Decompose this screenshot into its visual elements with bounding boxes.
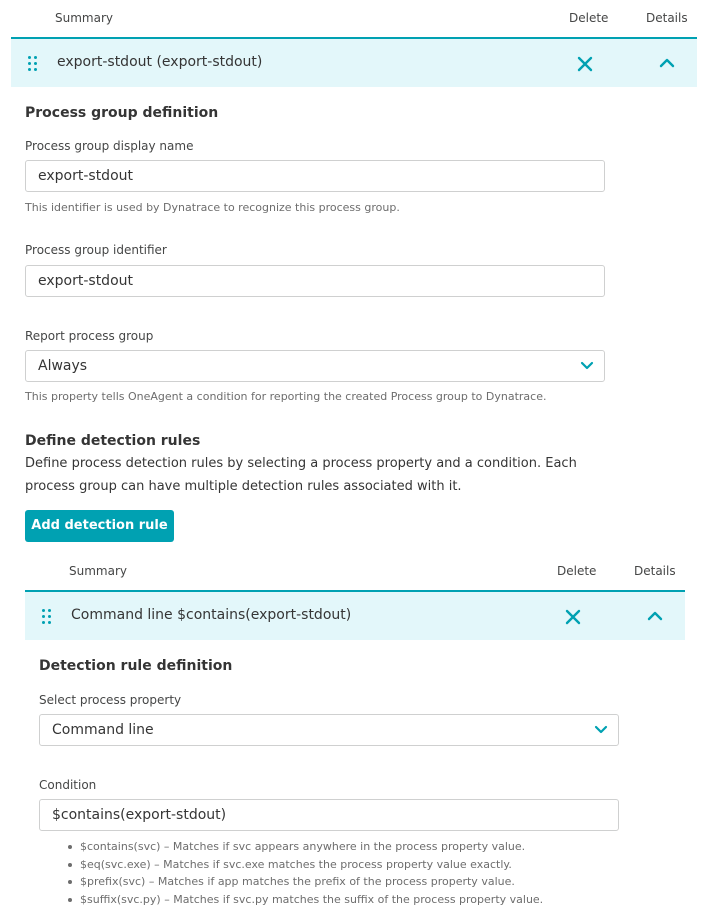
process-group-definition-title: Process group definition <box>25 105 219 121</box>
details-header: Details <box>646 11 688 25</box>
list-item: $suffix(svc.py) – Matches if svc.py matches the suffix of the process property value. <box>80 891 543 909</box>
process-property-label: Select process property <box>39 693 182 707</box>
detection-rules-description: Define process detection rules by selecting a process property and a condition. Each process group can have multiple detection rules associated with it. <box>25 456 577 494</box>
delete-header: Delete <box>569 11 609 25</box>
chevron-down-icon <box>594 724 608 736</box>
rule-summary-header: Summary <box>69 564 127 578</box>
display-name-label: Process group display name <box>25 139 194 153</box>
chevron-up-icon[interactable] <box>646 607 664 625</box>
condition-field[interactable]: $contains(export-stdout) <box>39 799 619 831</box>
report-select[interactable] <box>25 350 605 382</box>
identifier-label: Process group identifier <box>25 243 167 257</box>
close-icon[interactable] <box>576 55 594 73</box>
list-item: $contains(svc) – Matches if svc appears anywhere in the process property value. <box>80 838 543 856</box>
display-name-field[interactable]: export-stdout <box>25 160 605 192</box>
chevron-down-icon <box>580 360 594 372</box>
close-icon[interactable] <box>564 608 582 626</box>
process-property-select[interactable] <box>39 714 619 746</box>
report-select-value: Always <box>38 358 88 374</box>
list-item: $eq(svc.exe) – Matches if svc.exe matches the process property value exactly. <box>80 856 543 874</box>
process-group-row[interactable] <box>11 37 697 87</box>
detection-rule-row-title: Command line $contains(export-stdout) <box>71 607 352 623</box>
rule-delete-header: Delete <box>557 564 597 578</box>
report-help: This property tells OneAgent a condition for reporting the created Process group to Dynatrace. <box>25 390 547 403</box>
chevron-up-icon[interactable] <box>658 54 676 72</box>
condition-label: Condition <box>39 778 97 792</box>
process-property-value: Command line <box>52 722 154 738</box>
list-item: $prefix(svc) – Matches if app matches the prefix of the process property value. <box>80 873 543 891</box>
display-name-help: This identifier is used by Dynatrace to recognize this process group. <box>25 201 400 214</box>
drag-handle-icon[interactable] <box>42 609 52 625</box>
condition-hints-list <box>80 838 543 908</box>
report-label: Report process group <box>25 329 154 343</box>
rule-details-header: Details <box>634 564 676 578</box>
drag-handle-icon[interactable] <box>28 56 38 72</box>
process-group-row-title: export-stdout (export-stdout) <box>57 54 263 70</box>
detection-rule-definition-title: Detection rule definition <box>39 658 233 674</box>
detection-rule-row[interactable] <box>25 590 685 640</box>
summary-header: Summary <box>55 11 113 25</box>
identifier-field[interactable]: export-stdout <box>25 265 605 297</box>
add-detection-rule-button[interactable]: Add detection rule <box>25 510 174 542</box>
detection-rules-title: Define detection rules <box>25 433 201 449</box>
